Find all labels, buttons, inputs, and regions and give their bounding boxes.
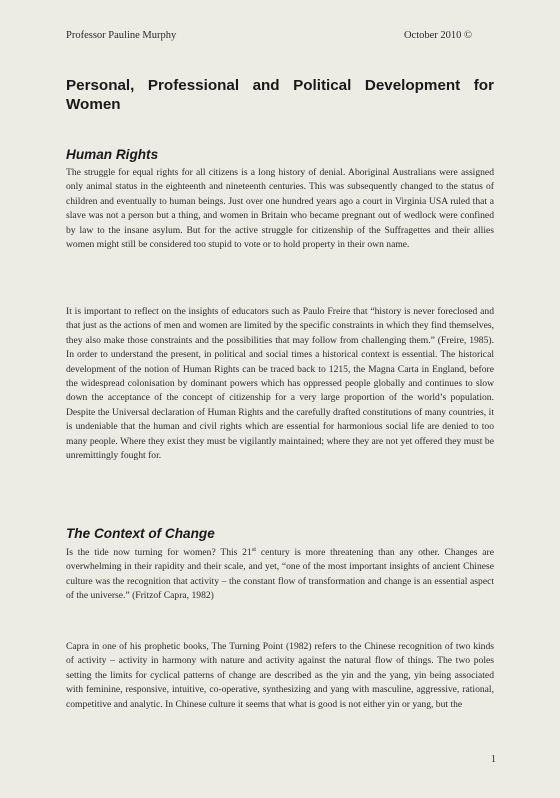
paragraph-context-1-text-a: Is the tide now turning for women? This 21 [66,547,252,558]
paragraph-context-1-text-b: century is more threatening than any other. Changes are overwhelming in their rapidity and their scale, and yet, “one of the most important insights of ancient Chinese culture was the recognition that activity – the constant flow of transformation and change is an essential aspect of the universe.” (Fritzof Capra, 1982) [66,547,494,602]
paragraph-context-1 [66,546,494,604]
paragraph-human-rights-1: The struggle for equal rights for all citizens is a long history of denial. Aboriginal Australians were assigned only animal status in the eighteenth and nineteenth centuries. This was subsequently changed to the status of children and eventually to human beings. Just over one hundred years ago a court in Virginia USA ruled that a slave was not a person but a thing, and women in Britain who became pregnant out of wedlock were confined by law to the insane asylum. But for the active struggle for citizenship of the Suffragettes and their allies women might still be considered too stupid to vote or to hold property in their own name. [66,167,494,251]
paragraph-context-2: Capra in one of his prophetic books, The Turning Point (1982) refers to the Chinese recognition of two kinds of activity – activity in harmony with nature and activity against the natural flow of things. The two poles setting the limits for cyclical patterns of change are described as the yin and the yang, yin being associated with feminine, responsive, intuitive, co-operative, synthesizing and yang with masculine, aggressive, rational, competitive and analytic. In Chinese culture it seems that what is good is not either yin or yang, but the [66,641,494,710]
section-heading-context-of-change: The Context of Change [66,526,215,541]
header-author: Professor Pauline Murphy [66,30,177,41]
section-heading-human-rights: Human Rights [66,147,159,162]
paragraph-human-rights-2: It is important to reflect on the insights of educators such as Paulo Freire that “history is never foreclosed and that just as the actions of men and women are limited by the specific constraints in which they find themselves, they also make those constraints and the possibilities that may follow from challenging them.” (Freire, 1985). In order to understand the present, in political and social times a historical context is essential. The historical development of the notion of Human Rights can be traced back to 1215, the Magna Carta in England, before the widespread colonisation by dominant powers which has oppressed people globally and continues to slow down the acceptance of the concept of citizenship for a very large proportion of the world’s population. Despite the Universal declaration of Human Rights and the carefully drafted constitutions of many countries, it is undeniable that the human and civil rights which are essential for harmonious social life are denied to too many people. Where they exist they must be vigilantly maintained; where they are not yet offered they must be unremittingly fought for. [66,306,494,462]
ordinal-suffix: st [251,545,257,553]
document-title: Personal, Professional and Political Development for Women [66,77,494,113]
header-date: October 2010 © [403,30,472,41]
page-number: 1 [491,754,496,765]
